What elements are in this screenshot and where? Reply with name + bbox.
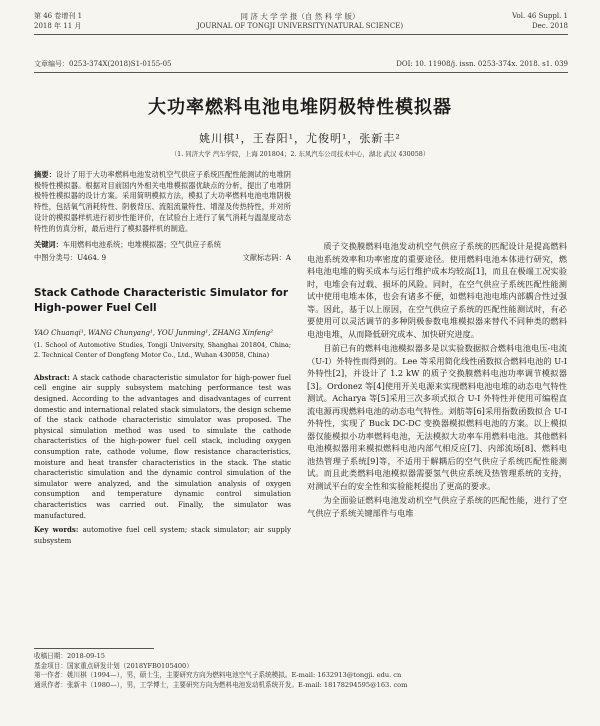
right-column [307, 240, 567, 519]
affiliations-en: (1. School of Automotive Studies, Tongji University, Shanghai 201804, China; 2. Technical Center of Dongfeng Motor Co., Ltd., Wuhan 430058, China) [34, 341, 291, 360]
affiliations-cn: （1. 同济大学 汽车学院，上海 201804；2. 东风汽车公司技术中心，湖北 武汉 430058） [170, 150, 430, 158]
footnote-rule [34, 648, 154, 649]
footnote-corresponding-author: 通讯作者：张新丰（1980—），男，工学博士，主要研究方向为燃料电池发动机系统开发。E-mail: 18178294595@163. com [34, 680, 408, 689]
body-paragraph-3: 为全面验证燃料电池发动机空气供应子系统的匹配性能，进行了空气供应子系统关键部件与电堆 [307, 495, 567, 518]
abstract-cn-label: 摘要： [34, 170, 57, 179]
left-column [34, 170, 291, 546]
footnote-fund: 基金项目：国家重点研发计划（2018YFB0105400） [34, 661, 193, 670]
body-paragraph-2: 目前已有的燃料电池模拟器多是以实验数据拟合燃料电池电压-电流（U-I）外特性而得到的。Lee 等采用简化线性函数拟合燃料电池的 U-I 外特性[2]，并设计了 1.2 kW 的质子交换膜燃料电池功率调节模拟器[3]。Ordonez 等[4]使用开关电源来实现燃料电池电堆的动态电气特性测试。Acharya 等[5]采用三次多项式拟合 U-I 外特性并使用可编程直流电源再现燃料电池的动态电气特性。刘舫等[6]采用指数函数拟合 U-I 外特性，实现了 Buck DC-DC 变换器模拟燃料电池的方案。以上模拟器仅能模拟小功率燃料电池，无法模拟大功率车用燃料电池。其他燃料电池模拟器用来模拟燃料电池内部气相反应[7]、内部流场[8]、燃料电池热管理子系统[9]等，不适用于解耦后的空气供应子系统匹配性能测试。而且此类燃料电池模拟器需要氢气供应系统及热管理系统的支持，对测试平台的安全性和实验能耗提出了更高的要求。 [307, 343, 567, 491]
body-paragraph-1: 质子交换膜燃料电池发动机空气供应子系统的匹配设计是提高燃料电池系统效率和功率密度的重要途径。使用燃料电池本体进行研究，燃料电池电堆的购买成本与运行维护成本均较高[1]，而且在极端工况实验时，电堆会有过载、损坏的风险。同时，在空气供应子系统匹配性能测试中使用电堆本体，也会有诸多不便，如燃料电池电堆内部耦合性过强等。因此，基于以上原因，在空气供应子系统的匹配性能测试时，有必要使用可以灵活调节的多种阴极参数电堆模拟器来替代不同种类的燃料电池电堆，从而降低研究成本、加快研究进度。 [307, 241, 567, 339]
footnote-first-author: 第一作者：姚川棋（1994—），男，硕士生，主要研究方向为燃料电池空气子系统模拟。E-mail: 1632913@tongji. edu. cn [34, 671, 402, 680]
header-right-vol: Vol. 46 Suppl. 1 [512, 12, 568, 20]
abstract-en-label: Abstract: [34, 372, 70, 382]
footnote-received: 收稿日期：2018-09-15 [34, 652, 105, 660]
document-code: 文献标志码：A [242, 252, 291, 262]
abstract-en-text: A stack cathode characteristic simulator for high-power fuel cell engine air supply subsystem matching performance test was designed. According to the advantages and disadvantages of current domestic and international related stack simulators, the design scheme of the stack cathode characteristic simulator was proposed. The physical simulation method was used to simulate the cathode characteristics of the high-power fuel cell stack, including oxygen consumption rate, cathode volume, flow resistance characteristics, moisture and heat transfer characteristics in the stack. The static characteristic simulation and the dynamic control simulation of the simulator were analyzed, and the simulation analysis of oxygen consumption and temperature dynamic control simulation characteristics was carried out. Finally, the simulator was manufactured. [34, 373, 291, 520]
doi: DOI: 10. 11908/j. issn. 0253-374x. 2018. s1. 039 [396, 60, 568, 68]
article-number: 文章编号：0253-374X(2018)S1-0155-05 [34, 60, 172, 68]
ids-rule [34, 72, 568, 73]
abstract-en [34, 373, 291, 521]
abstract-cn [34, 170, 291, 234]
paper-title-en: Stack Cathode Characteristic Simulator for High-power Fuel Cell [34, 286, 289, 314]
keywords-en-label: Key words: [34, 525, 79, 535]
classification-line [34, 253, 291, 264]
keywords-en-text: automotive fuel cell system; stack simulator; air supply subsystem [34, 526, 291, 545]
abstract-cn-text: 设计了用于大功率燃料电池发动机空气供应子系统匹配性能测试的电堆阴极特性模拟器。根据对目前国内外相关电堆模拟器优缺点的分析，提出了电堆阴极特性模拟器的设计方案。采用简明模拟方法，模拟了大功率燃料电池电堆阴极特性，包括氧气消耗特性、阴极背压、流阻流量特性、增湿及传热特性，并对所设计的模拟器样机进行初步性能评价，在试验台上进行了氧气消耗与温湿度动态特性的仿真分析，最后进行了模拟器样机的制造。 [34, 170, 291, 233]
keywords-en [34, 525, 291, 546]
keywords-cn-text: 车用燃料电池系统；电堆模拟器；空气供应子系统 [62, 240, 221, 250]
header-right-date: Dec. 2018 [532, 22, 568, 30]
header-rule [34, 34, 568, 35]
keywords-cn-label: 关键词： [34, 240, 63, 250]
clc-number: 中图分类号：U464. 9 [34, 252, 107, 262]
authors-cn: 姚川棋¹，王春阳¹，尤俊明¹，张新丰² [199, 132, 401, 145]
keywords-cn [34, 240, 291, 251]
paper-title-cn: 大功率燃料电池电堆阴极特性模拟器 [148, 97, 452, 118]
journal-name-cn: 同 济 大 学 学 报（自 然 科 学 版） [240, 12, 360, 21]
footnotes [34, 652, 568, 690]
journal-name-en: JOURNAL OF TONGJI UNIVERSITY(NATURAL SCIENCE) [196, 22, 404, 30]
header-left-vol: 第 46 卷增刊 1 [34, 12, 83, 20]
header-left-date: 2018 年 11 月 [34, 22, 82, 30]
authors-en: YAO Chuanqi¹, WANG Chunyang¹, YOU Junming¹, ZHANG Xinfeng² [34, 328, 273, 337]
